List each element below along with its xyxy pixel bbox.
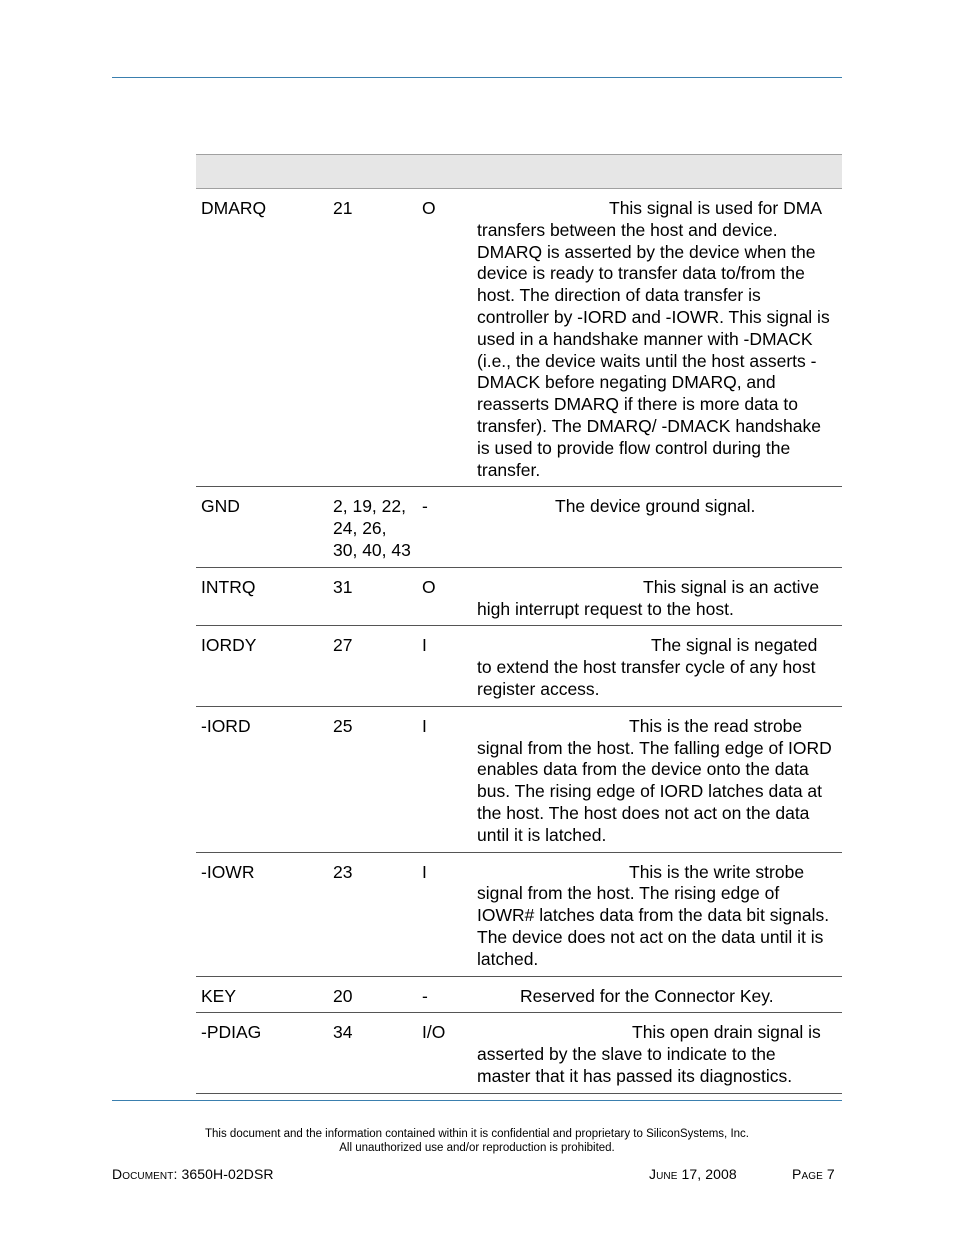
signal-name-cell: INTRQ (196, 567, 328, 626)
signal-name-cell: -PDIAG (196, 1013, 328, 1093)
pin-number-cell: 34 (328, 1013, 417, 1093)
description-text: This signal is used for DMA transfers between the host and device. DMARQ is asserted by the device when the device is ready to transfer data to/from the host. The direction of data transfer is controller by -IORD and -IOWR. This signal is used in a handshake manner with -DMACK (i.e., the device waits until the host asserts -DMACK before negating DMARQ, and reasserts DMARQ if there is more data to transfer). The DMARQ/ -DMACK handshake is used to provide flow control during the transfer. (477, 198, 830, 480)
header-direction (417, 155, 472, 189)
pin-number-cell: 23 (328, 852, 417, 976)
pin-number-cell: 20 (328, 976, 417, 1013)
direction-cell: I (417, 626, 472, 706)
direction-cell: O (417, 567, 472, 626)
direction-cell: I/O (417, 1013, 472, 1093)
footer-rule (112, 1100, 842, 1101)
description-cell (472, 706, 842, 852)
page-number (792, 1166, 835, 1182)
table-header-row (196, 155, 842, 189)
description-text: This signal is an active high interrupt request to the host. (477, 576, 820, 619)
header-pin (328, 155, 417, 189)
direction-cell: - (417, 487, 472, 567)
signal-table (196, 154, 842, 1094)
signal-name-cell: DMARQ (196, 189, 328, 487)
signal-name-cell: KEY (196, 976, 328, 1013)
direction-cell: I (417, 852, 472, 976)
document-number (112, 1166, 274, 1182)
document-date: June 17, 2008 (649, 1166, 737, 1182)
table-row (196, 487, 842, 567)
page-label: Page (792, 1166, 823, 1182)
description-text: This is the write strobe signal from the host. The rising edge of IOWR# latches data from the data bit signals. The device does not act on the data until it is latched. (477, 861, 830, 969)
direction-cell: O (417, 189, 472, 487)
description-text: The device ground signal. (555, 496, 756, 517)
pin-number-cell: 21 (328, 189, 417, 487)
page-number-value: 7 (826, 1166, 835, 1182)
description-cell (472, 189, 842, 487)
header-description (472, 155, 842, 189)
description-cell (472, 567, 842, 626)
pin-number-cell: 31 (328, 567, 417, 626)
table-row (196, 189, 842, 487)
description-text: This open drain signal is asserted by the slave to indicate to the master that it has passed its diagnostics. (477, 1022, 821, 1086)
signal-name-cell: -IORD (196, 706, 328, 852)
document-label: Document: (112, 1166, 178, 1182)
direction-cell: - (417, 976, 472, 1013)
table-row (196, 706, 842, 852)
table-body (196, 189, 842, 1094)
signal-name-cell: IORDY (196, 626, 328, 706)
pin-number-cell: 2, 19, 22, 24, 26, 30, 40, 43 (328, 487, 417, 567)
header-signal (196, 155, 328, 189)
table-row (196, 567, 842, 626)
table-row (196, 1013, 842, 1093)
description-text: This is the read strobe signal from the host. The falling edge of IORD enables data from the device onto the data bus. The rising edge of IORD latches data at the host. The host does not act on the data until it is latched. (477, 715, 832, 845)
description-cell (472, 852, 842, 976)
table-row (196, 626, 842, 706)
table-row (196, 976, 842, 1013)
signal-name-cell: -IOWR (196, 852, 328, 976)
pin-number-cell: 25 (328, 706, 417, 852)
description-text: Reserved for the Connector Key. (520, 985, 774, 1006)
header-rule (112, 77, 842, 78)
pin-number-cell: 27 (328, 626, 417, 706)
description-cell (472, 1013, 842, 1093)
description-text: The signal is negated to extend the host transfer cycle of any host register access. (477, 635, 818, 699)
direction-cell: I (417, 706, 472, 852)
table-row (196, 852, 842, 976)
confidentiality-line-2: All unauthorized use and/or reproduction is prohibited. (339, 1141, 615, 1154)
description-cell (472, 976, 842, 1013)
confidentiality-line-1: This document and the information contained within it is confidential and proprietary to SiliconSystems, Inc. (205, 1128, 749, 1140)
document-number-value: 3650H-02DSR (181, 1166, 274, 1182)
confidentiality-notice (112, 1128, 842, 1155)
description-cell (472, 626, 842, 706)
signal-name-cell: GND (196, 487, 328, 567)
description-cell (472, 487, 842, 567)
